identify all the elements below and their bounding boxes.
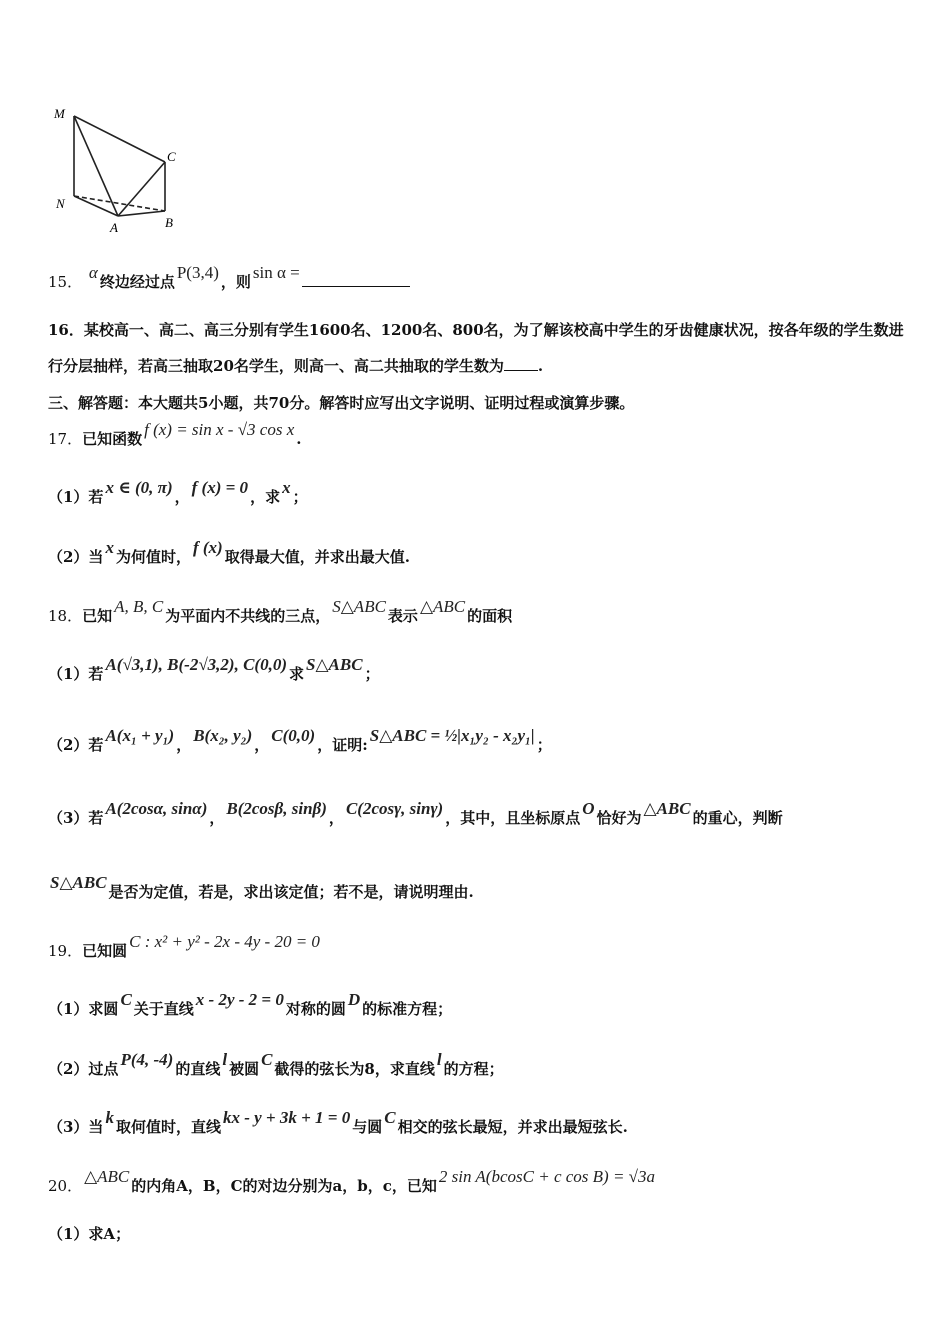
q17-p1-sep: ， <box>174 488 190 506</box>
q18-p1-math1: A(√3,1), B(-2√3,2), C(0,0) <box>105 655 287 674</box>
q19-p3-math1: k <box>105 1108 114 1127</box>
q19-p1-text2: 对称的圆 <box>285 1000 346 1018</box>
q17-p1-math1: x ∈ (0, π) <box>105 478 173 497</box>
q18-p3-label: （3）若 <box>48 809 104 827</box>
edge-NB-dashed <box>74 196 165 211</box>
q17-end: . <box>296 430 302 448</box>
question-20 <box>48 1167 657 1196</box>
question-15 <box>48 263 410 292</box>
q17-p1-math2: f (x) = 0 <box>191 478 249 497</box>
q17-p1-text: ，求 <box>250 488 281 506</box>
q20-text1: 的内角A，B，C的对边分别为a，b，c，已知 <box>131 1177 437 1195</box>
q17-p1-math3: x <box>282 478 291 497</box>
q18-math2: S△ABC <box>332 597 386 616</box>
q16-answer-blank <box>504 356 538 371</box>
q17-p2-math2: f (x) <box>192 538 223 557</box>
q20-math1: △ABC <box>84 1167 130 1186</box>
q19-p1-math2: x - 2y - 2 = 0 <box>195 990 284 1009</box>
q18-p3b-math1: S△ABC <box>50 873 107 892</box>
q19-p2-math2: l <box>222 1050 228 1069</box>
q18-math1: A, B, C <box>114 597 164 616</box>
q19-p1-label: （1）求圆 <box>48 1000 119 1018</box>
q17-part2 <box>48 538 410 567</box>
q18-p2-sep1: ， <box>176 736 192 754</box>
q15-text2: ，则 <box>220 273 251 291</box>
q18-part3 <box>48 799 783 828</box>
q18-p3b-text: 是否为定值，若是，求出该定值；若不是，请说明理由. <box>108 883 474 901</box>
q18-p3-math2: B(2cosβ, sinβ) <box>226 799 327 818</box>
q17-part1 <box>48 478 308 507</box>
label-A: A <box>110 220 118 235</box>
q19-p2-text4: 的方程； <box>443 1060 504 1078</box>
q19-p3-text1: 取何值时，直线 <box>115 1118 221 1136</box>
q16-text: 16．某校高一、高二、高三分别有学生1600名、1200名、800名，为了解该校高中学生的牙齿健康状况，按各年级的学生数进行分层抽样，若高三抽取20名学生，则高一、高二共抽取的学生数为 <box>48 321 904 375</box>
q19-part1 <box>48 990 453 1019</box>
q19-p2-label: （2）过点 <box>48 1060 119 1078</box>
q18-p3-text2: 恰好为 <box>596 809 642 827</box>
q18-text1: 已知 <box>82 607 113 625</box>
edge-MA <box>74 116 118 216</box>
q20-number: 20． <box>48 1177 83 1195</box>
q19-p3-math2: kx - y + 3k + 1 = 0 <box>222 1108 351 1127</box>
q18-p2-text: ，证明: <box>317 736 368 754</box>
q17-p1-end: ； <box>292 488 308 506</box>
section-3-text: 三、解答题：本大题共5小题，共70分。解答时应写出文字说明、证明过程或演算步骤。 <box>48 394 635 412</box>
edge-AB <box>118 211 165 216</box>
q18-text2: 为平面内不共线的三点， <box>165 607 331 625</box>
q15-alpha: α <box>88 263 98 282</box>
edge-MC <box>74 116 165 162</box>
q19-p1-text3: 的标准方程； <box>362 1000 453 1018</box>
q19-number: 19． <box>48 942 83 960</box>
q18-p3-math4: O <box>582 799 595 818</box>
geometry-figure <box>48 100 188 235</box>
q19-math1: C : x² + y² - 2x - 4y - 20 = 0 <box>129 932 320 951</box>
q18-p1-end: ； <box>364 665 380 683</box>
q15-text1: 终边经过点 <box>99 273 175 291</box>
q20-p1-label: （1）求A； <box>48 1225 131 1243</box>
q18-p2-end: ； <box>536 736 552 754</box>
q18-p1-text: 求 <box>289 665 305 683</box>
q18-math3: △ABC <box>419 597 466 616</box>
q19-p2-math4: l <box>436 1050 442 1069</box>
q17-number: 17． <box>48 430 83 448</box>
question-18 <box>48 597 513 626</box>
section-3-heading <box>48 393 634 413</box>
q16-ending: . <box>537 357 544 375</box>
label-M: M <box>54 106 65 121</box>
q18-p2-sep2: ， <box>254 736 270 754</box>
q18-p2-math2: B(x₂, y₂) <box>193 726 253 745</box>
q19-p3-math3: C <box>384 1108 396 1127</box>
q19-p2-math3: C <box>261 1050 273 1069</box>
q19-p3-label: （3）当 <box>48 1118 104 1136</box>
question-17 <box>48 420 302 449</box>
q18-part3-cont <box>48 873 474 902</box>
q20-math2: 2 sin A(bcosC + c cos B) = √3a <box>438 1167 655 1186</box>
q18-part2 <box>48 726 552 755</box>
q18-p3-text1: ，其中，且坐标原点 <box>445 809 581 827</box>
q19-p3-text2: 与圆 <box>352 1118 383 1136</box>
q15-answer-blank <box>302 272 410 287</box>
q19-p1-text1: 关于直线 <box>133 1000 194 1018</box>
q18-text3: 表示 <box>387 607 418 625</box>
q19-text1: 已知圆 <box>82 942 128 960</box>
q18-p3-math3: C(2cosγ, sinγ) <box>345 799 444 818</box>
q18-p3-math1: A(2cosα, sinα) <box>105 799 208 818</box>
q15-number: 15． <box>48 273 83 291</box>
edge-NA <box>74 196 118 216</box>
q15-sin: sin α = <box>252 263 300 282</box>
q19-p1-math3: D <box>347 990 361 1009</box>
q18-number: 18． <box>48 607 83 625</box>
q17-p2-text1: 为何值时， <box>115 548 191 566</box>
q18-p3-text3: 的重心，判断 <box>692 809 783 827</box>
q17-p2-math1: x <box>105 538 114 557</box>
q18-p2-math4: S△ABC = ½|x₁y₂ - x₂y₁| <box>369 726 535 745</box>
q20-part1 <box>48 1224 130 1244</box>
q17-p2-text2: 取得最大值，并求出最大值. <box>224 548 410 566</box>
q18-p3-sep1: ， <box>209 809 225 827</box>
q18-text4: 的面积 <box>467 607 513 625</box>
q18-p1-math2: S△ABC <box>306 655 363 674</box>
q19-part2 <box>48 1050 504 1079</box>
q19-p2-text1: 的直线 <box>175 1060 221 1078</box>
q19-p3-text3: 相交的弦长最短，并求出最短弦长. <box>397 1118 628 1136</box>
label-N: N <box>56 196 65 211</box>
q18-p3-math5: △ABC <box>643 799 691 818</box>
q19-p2-text2: 被圆 <box>229 1060 260 1078</box>
q19-part3 <box>48 1108 628 1137</box>
q17-function: f (x) = sin x - √3 cos x <box>144 420 295 439</box>
q18-part1 <box>48 655 380 684</box>
q18-p2-math3: C(0,0) <box>271 726 316 745</box>
label-B: B <box>165 215 173 230</box>
q19-p2-text3: 截得的弦长为8，求直线 <box>274 1060 435 1078</box>
q18-p2-label: （2）若 <box>48 736 104 754</box>
q17-p1-label: （1）若 <box>48 488 104 506</box>
question-16 <box>48 312 908 384</box>
q19-p2-math1: P(4, -4) <box>120 1050 174 1069</box>
q18-p2-math1: A(x₁ + y₁) <box>105 726 175 745</box>
label-C: C <box>167 149 176 164</box>
q15-point: P(3,4) <box>176 263 219 282</box>
q17-p2-label: （2）当 <box>48 548 104 566</box>
q19-p1-math1: C <box>120 990 132 1009</box>
q18-p3-sep2: ， <box>328 809 344 827</box>
question-19 <box>48 932 322 961</box>
q18-p1-label: （1）若 <box>48 665 104 683</box>
q17-text1: 已知函数 <box>82 430 143 448</box>
